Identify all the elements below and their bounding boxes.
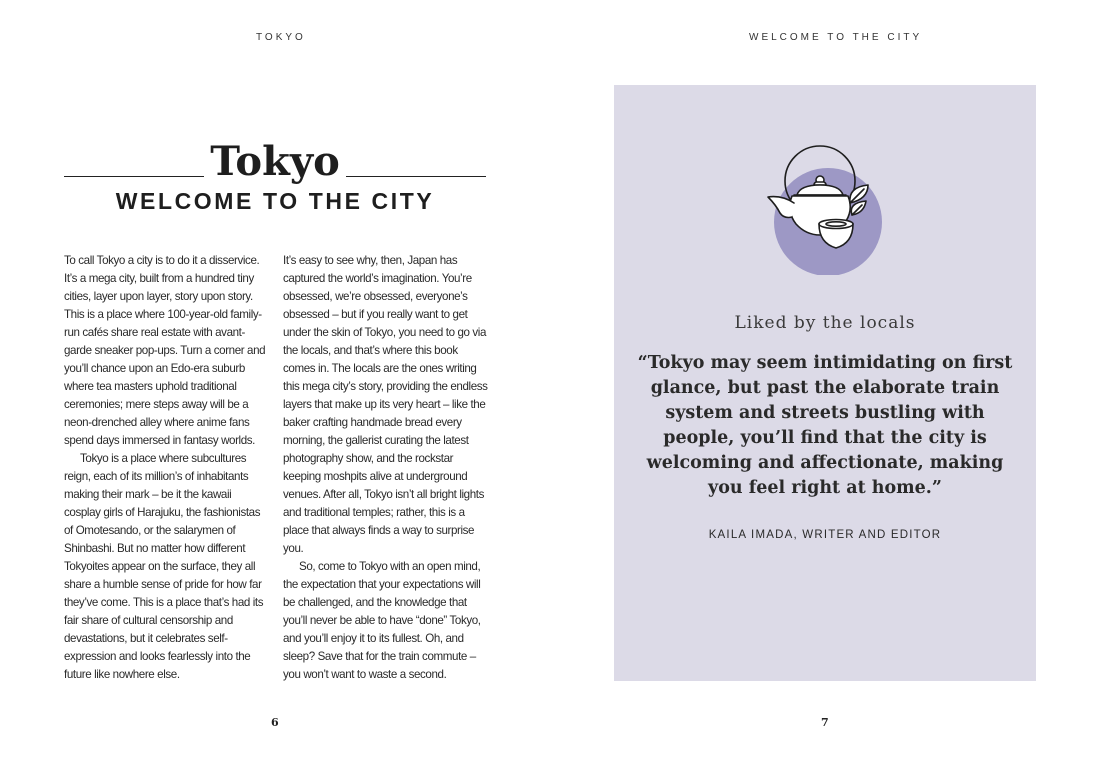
- page-subtitle: WELCOME TO THE CITY: [115, 188, 435, 214]
- running-head-right: WELCOME TO THE CITY: [749, 32, 923, 43]
- page-number-right: 7: [821, 716, 829, 729]
- body-column-2: [283, 252, 489, 684]
- paragraph: It’s easy to see why, then, Japan has captured the world’s imagination. You’re obsessed, we’re obsessed, everyone’s obsessed – but if you really want to get under the skin of Tokyo, you need to go via the locals, and that’s where this book comes in. The locals are the ones writing this mega city’s story, providing the endless layers that make up its very heart – like the baker crafting handmade bread every morning, the gallerist curating the latest photography show, and the rockstar keeping moshpits alive at underground venues. After all, Tokyo isn’t all bright lights and traditional temples; rather, this is a place that always finds a way to surprise you.: [283, 254, 488, 555]
- paragraph: So, come to Tokyo with an open mind, the expectation that your expectations will be challenged, and the knowledge that you’ll never be able to have “done” Tokyo, and you’ll enjoy it to its fullest. Oh, and sleep? Save that for the train commute – you won’t want to waste a second.: [283, 560, 481, 681]
- quote-attribution: KAILA IMADA, WRITER AND EDITOR: [708, 529, 942, 541]
- page-title-text: Tokyo: [204, 138, 346, 185]
- page-title: [64, 138, 486, 185]
- body-column-1: [64, 252, 270, 684]
- teapot-and-cup-icon: [764, 145, 884, 275]
- page-number-left: 6: [271, 716, 279, 729]
- paragraph: Tokyo is a place where subcultures reign, each of its million’s of inhabitants making their mark – be it the kawaii cosplay girls of Harajuku, the fashionistas of Omotesando, or the salarymen of Shinbashi. But no matter how different Tokyoites appear on the surface, they all share a humble sense of pride for how far they’ve come. This is a place that’s had its fair share of cultural censorship and devastations, but it celebrates self-expression and looks fearlessly into the future like nowhere else.: [64, 452, 264, 681]
- quote-panel: [614, 85, 1036, 681]
- pull-quote: “Tokyo may seem intimidating on first glance, but past the elaborate train system and streets bustling with people, you’ll find that the city is welcoming and affectionate, making you feel right at home.”: [637, 353, 1013, 498]
- running-head-left: TOKYO: [256, 32, 306, 43]
- paragraph: To call Tokyo a city is to do it a disservice. It’s a mega city, built from a hundred tiny cities, layer upon layer, story upon story. This is a place where 100-year-old family-run cafés share real estate with avant-garde sneaker pop-ups. Turn a corner and you’ll chance upon an Edo-era suburb where tea masters uphold traditional ceremonies; mere steps away will be a neon-drenched alley where anime fans spend days immersed in fantasy worlds.: [64, 254, 266, 447]
- panel-heading: Liked by the locals: [734, 313, 916, 333]
